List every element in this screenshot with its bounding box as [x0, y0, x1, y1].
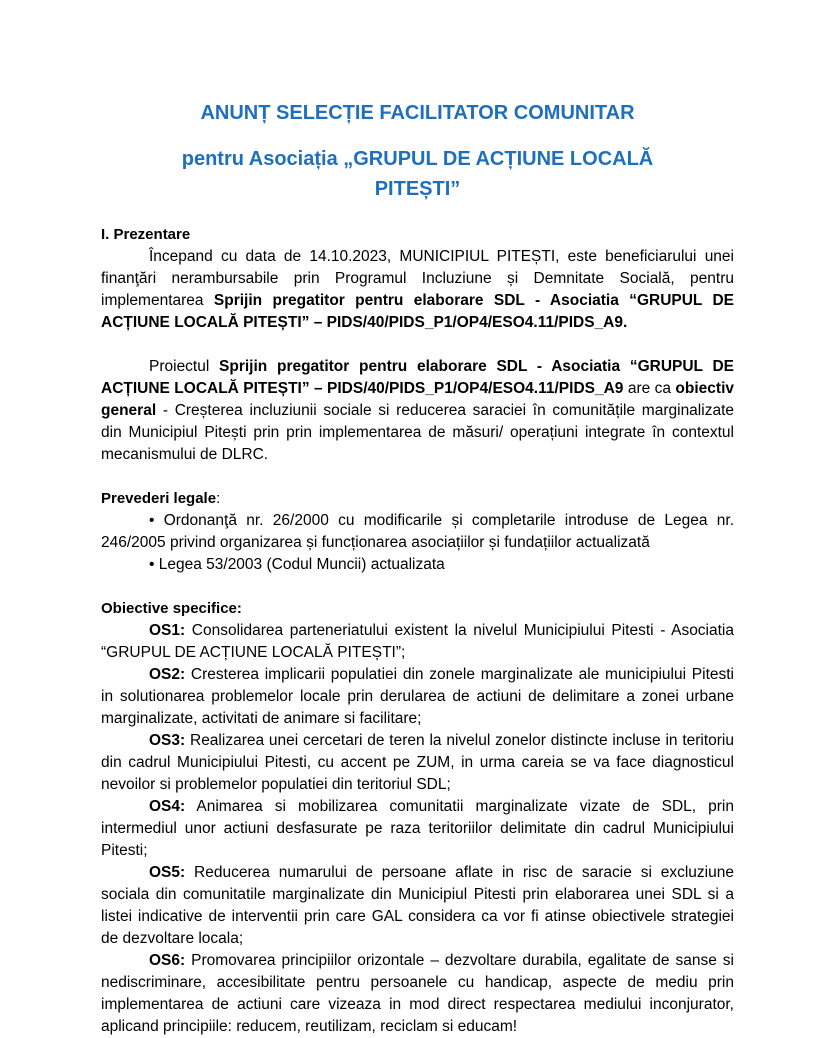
project-title-bold: Sprijin pregatitor pentru elaborare SDL - Asociatia “GRUPUL DE ACȚIUNE LOCALĂ PITEȘTI” – PIDS/40/PIDS_P1/OP4/ESO4.11/PIDS_A9.: [101, 292, 734, 331]
section-heading-obiective: Obiective specifice:: [101, 600, 242, 617]
objective-text: Cresterea implicarii populatiei din zonele marginalizate ale municipiului Pitesti in solutionarea problemelor locale prin derularea de actiuni de delimitare a zonei urbane marginalizate, activitati de animare si facilitare;: [101, 666, 734, 727]
objective-label: OS5:: [149, 864, 186, 881]
document-title: ANUNȚ SELECȚIE FACILITATOR COMUNITAR: [200, 102, 635, 124]
p2-objective-label: obiectiv general: [101, 380, 734, 419]
objective-text: Animarea si mobilizarea comunitatii marginalizate vizate de SDL, prin intermediul unor actiuni desfasurate pe raza teritoriilor delimitate din cadrul Municipiului Pitesti;: [101, 798, 734, 859]
objective-item-os1: [101, 620, 734, 664]
objective-item-os2: [101, 664, 734, 730]
objective-text: Promovarea principiilor orizontale – dezvoltare durabila, egalitate de sanse si nediscriminare, accesibilitate pentru persoanele cu handicap, aspecte de mediu prin implementarea de actiuni care vizeaza in mod direct respectarea mediului inconjurator, aplicand principiile: reducem, reutilizam, reciclam si educam!: [101, 952, 734, 1035]
objective-item-os3: [101, 730, 734, 796]
p2-mid: are ca: [623, 380, 676, 397]
section-heading-prevederi: [101, 488, 734, 510]
objective-item-os6: [101, 950, 734, 1038]
p2-rest: - Creșterea incluziunii sociale si reducerea saraciei în comunitățile marginalizate din Municipiul Pitești prin prin implementarea de măsuri/ operațiuni integrate în contextul mecanismului de DLRC.: [101, 402, 734, 463]
prevederi-heading-label: Prevederi legale: [101, 490, 217, 507]
objective-label: OS1:: [149, 622, 186, 639]
objective-label: OS6:: [149, 952, 186, 969]
prezentare-paragraph-2: [101, 356, 734, 466]
legal-item-1: • Ordonanţă nr. 26/2000 cu modificarile și completarile introduse de Legea nr. 246/2005 privind organizarea și funcționarea asociațiilor și fundațiilor actualizată: [101, 512, 734, 551]
objective-label: OS4:: [149, 798, 186, 815]
objective-text: Reducerea numarului de persoane aflate in risc de saracie si excluziune sociala din comunitatile marginalizate din Municipiul Pitesti prin elaborarea unei SDL si a listei indicative de interventii prin care GAL considera ca vor fi atinse obiectivele strategiei de dezvoltare locala;: [101, 864, 734, 947]
section-heading-prezentare: I. Prezentare: [101, 226, 191, 243]
objective-text: Realizarea unei cercetari de teren la nivelul zonelor distincte incluse in teritoriu din cadrul Municipiului Pitesti, cu accent pe ZUM, in urma careia se va face diagnosticul nevoilor si problemelor populatiei din teritoriul SDL;: [101, 732, 734, 793]
prezentare-paragraph-1: [101, 246, 734, 334]
objective-item-os5: [101, 862, 734, 950]
p2-project-title: Sprijin pregatitor pentru elaborare SDL - Asociatia “GRUPUL DE ACȚIUNE LOCALĂ PITEȘTI” – PIDS/40/PIDS_P1/OP4/ESO4.11/PIDS_A9: [101, 358, 734, 397]
objective-text: Consolidarea parteneriatului existent la nivelul Municipiului Pitesti - Asociatia “GRUPUL DE ACȚIUNE LOCALĂ PITEȘTI”;: [101, 622, 734, 661]
document-subtitle: pentru Asociația „GRUPUL DE ACȚIUNE LOCALĂ PITEȘTI”: [181, 148, 654, 200]
objective-item-os4: [101, 796, 734, 862]
objective-label: OS3:: [149, 732, 186, 749]
prevederi-heading-colon: :: [216, 490, 221, 507]
prezentare-p1-text: Începand cu data de 14.10.2023, MUNICIPIUL PITEȘTI, este beneficiarului unei finanţări nerambursabile prin Programul Incluziune și Demnitate Socială, pentru implementarea: [101, 248, 734, 309]
document-page: [101, 98, 734, 1038]
p2-prefix: Proiectul: [149, 358, 220, 375]
objective-label: OS2:: [149, 666, 186, 683]
legal-item-2: • Legea 53/2003 (Codul Muncii) actualizata: [149, 556, 445, 573]
